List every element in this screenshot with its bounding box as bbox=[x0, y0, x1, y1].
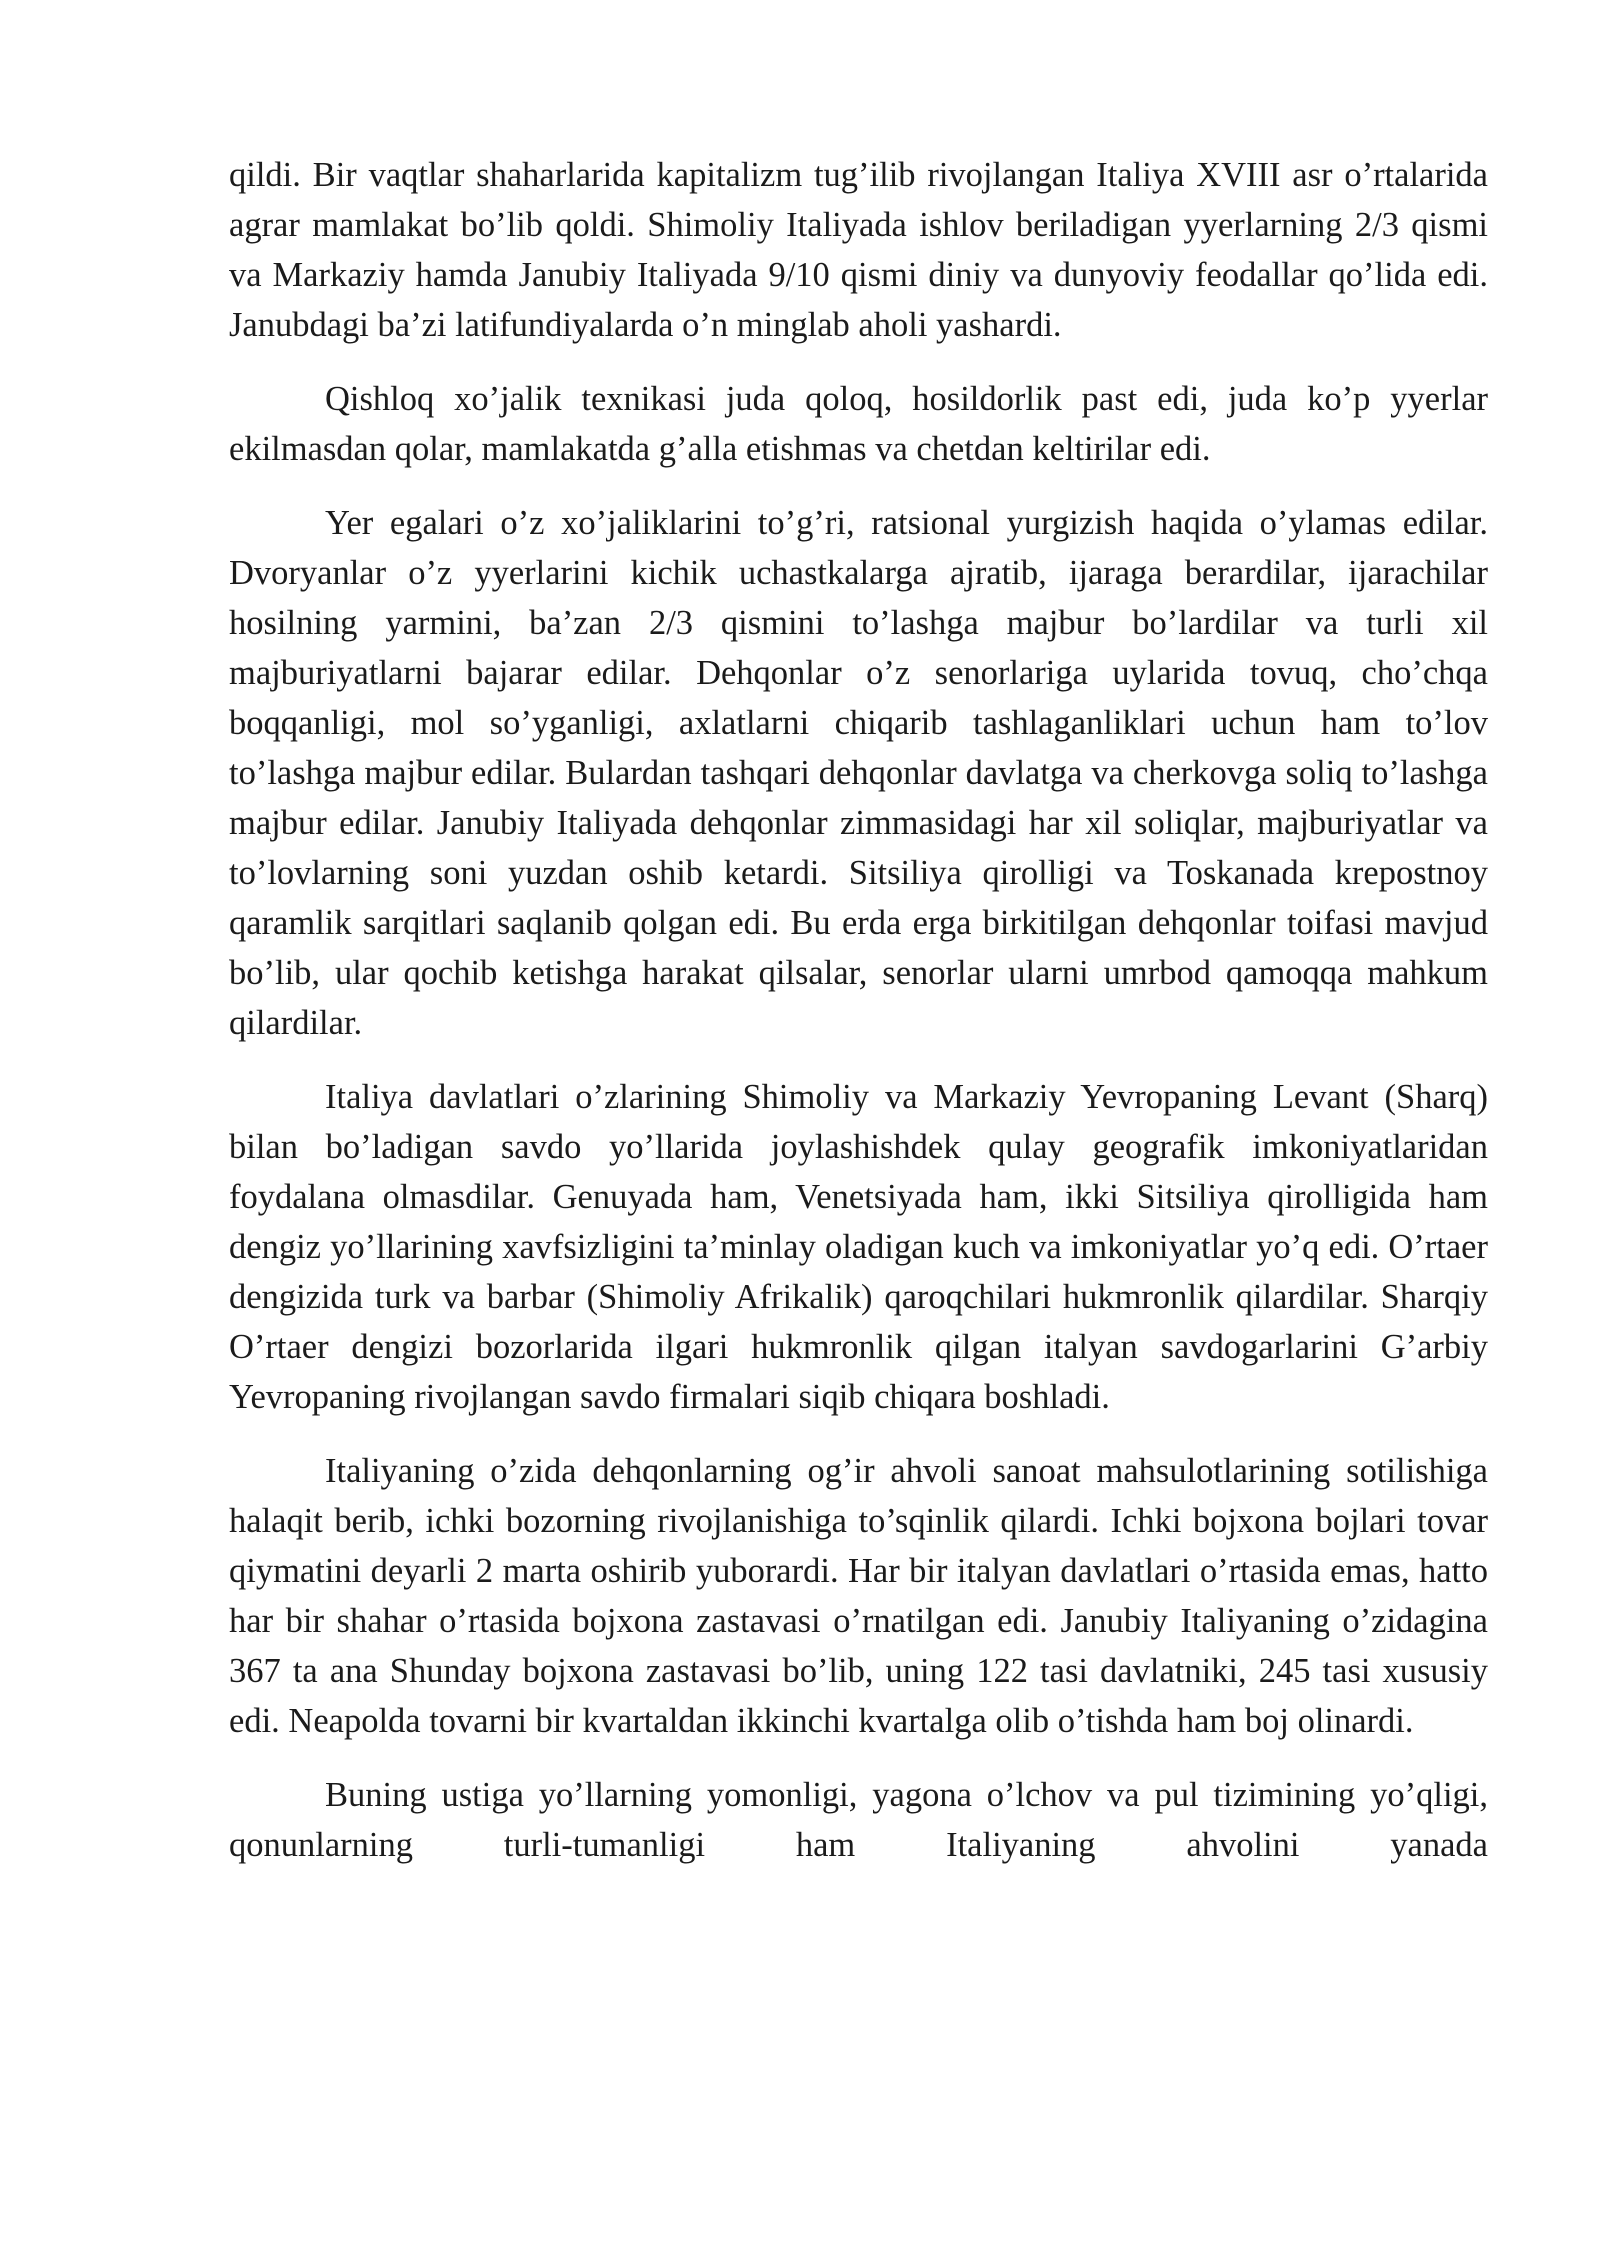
paragraph-5: Italiyaning o’zida dehqonlarning og’ir ahvoli sanoat mahsulotlarining sotilishiga halaqit berib, ichki bozorning rivojlanishiga to’sqinlik qilardi. Ichki bojxona bojlari tovar qiymatini deyarli 2 marta oshirib yuborardi. Har bir italyan davlatlari o’rtasida emas, hatto har bir shahar o’rtasida bojxona zastavasi o’rnatilgan edi. Janubiy Italiyaning o’zidagina 367 ta ana Shunday bojxona zastavasi bo’lib, uning 122 tasi davlatniki, 245 tasi xususiy edi. Neapolda tovarni bir kvartaldan ikkinchi kvartalga olib o’tishda ham boj olinardi. bbox=[229, 1452, 1488, 1740]
paragraph-2: Qishloq xo’jalik texnikasi juda qoloq, hosildorlik past edi, juda ko’p yyerlar ekilmasdan qolar, mamlakatda g’alla etishmas va chetdan keltirilar edi. bbox=[229, 380, 1488, 468]
document-body bbox=[229, 150, 1488, 1894]
paragraph-3: Yer egalari o’z xo’jaliklarini to’g’ri, ratsional yurgizish haqida o’ylamas edilar. Dvoryanlar o’z yyerlarini kichik uchastkalarga ajratib, ijaraga berardilar, ijarachilar hosilning yarmini, ba’zan 2/3 qismini to’lashga majbur bo’lardilar va turli xil majburiyatlarni bajarar edilar. Dehqonlar o’z senorlariga uylarida tovuq, cho’chqa boqqanligi, mol so’yganligi, axlatlarni chiqarib tashlaganliklari uchun ham to’lov to’lashga majbur edilar. Bulardan tashqari dehqonlar davlatga va cherkovga soliq to’lashga majbur edilar. Janubiy Italiyada dehqonlar zimmasidagi har xil soliqlar, majburiyatlar va to’lovlarning soni yuzdan oshib ketardi. Sitsiliya qirolligi va Toskanada krepostnoy qaramlik sarqitlari saqlanib qolgan edi. Bu erda erga birkitilgan dehqonlar toifasi mavjud bo’lib, ular qochib ketishga harakat qilsalar, senorlar ularni umrbod qamoqqa mahkum qilardilar. bbox=[229, 504, 1488, 1042]
paragraph-6: Buning ustiga yo’llarning yomonligi, yagona o’lchov va pul tizimining yo’qligi, qonunlarning turli-tumanligi ham Italiyaning ahvolini yanada bbox=[229, 1776, 1488, 1864]
paragraph-1: qildi. Bir vaqtlar shaharlarida kapitalizm tug’ilib rivojlangan Italiya XVIII asr o’rtalarida agrar mamlakat bo’lib qoldi. Shimoliy Italiyada ishlov beriladigan yyerlarning 2/3 qismi va Markaziy hamda Janubiy Italiyada 9/10 qismi diniy va dunyoviy feodallar qo’lida edi. Janubdagi ba’zi latifundiyalarda o’n minglab aholi yashardi. bbox=[229, 156, 1488, 344]
paragraph-4: Italiya davlatlari o’zlarining Shimoliy va Markaziy Yevropaning Levant (Sharq) bilan bo’ladigan savdo yo’llarida joylashishdek qulay geografik imkoniyatlaridan foydalana olmasdilar. Genuyada ham, Venetsiyada ham, ikki Sitsiliya qirolligida ham dengiz yo’llarining xavfsizligini ta’minlay oladigan kuch va imkoniyatlar yo’q edi. O’rtaer dengizida turk va barbar (Shimoliy Afrikalik) qaroqchilari hukmronlik qilardilar. Sharqiy O’rtaer dengizi bozorlarida ilgari hukmronlik qilgan italyan savdogarlarini G’arbiy Yevropaning rivojlangan savdo firmalari siqib chiqara boshladi. bbox=[229, 1078, 1488, 1416]
